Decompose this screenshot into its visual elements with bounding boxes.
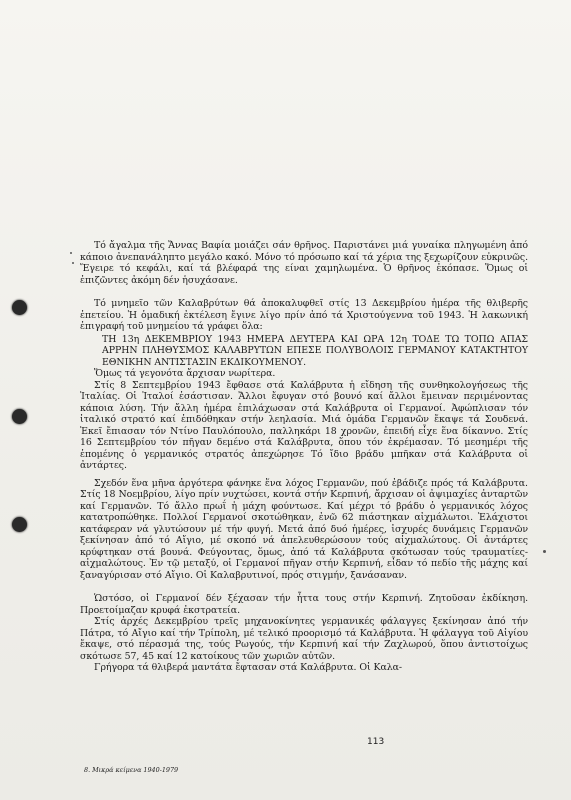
paragraph-revenge: Ὡστόσο, οἱ Γερμανοί δέν ξέχασαν τήν ἧττα τους στήν Κερπινή. Ζητοῦσαν ἐκδίκηση. Προετοίμαζαν κρυφά ἐκστρατεία. (80, 593, 528, 616)
paragraph-december: Στίς ἀρχές Δεκεμβρίου τρεῖς μηχανοκίνητες γερμανικές φάλαγγες ξεκίνησαν ἀπό τήν Πάτρα, τό Αἴγιο καί τήν Τρίπολη, μέ τελικό προορισμό τά Καλάβρυτα. Ἡ φάλαγγα τοῦ Αἰγίου ἔκαψε, στό πέρασμά της, τούς Ρωγούς, τήν Κερπινή καί τήν Ζαχλωρού, ὅπου ἀντιστοίχως σκότωσε 57, 45 καί 12 κατοίκους τῶν χωριῶν αὐτῶν. (80, 616, 528, 662)
punch-hole (12, 409, 27, 424)
memorial-inscription: ΤΗ 13η ΔΕΚΕΜΒΡΙΟΥ 1943 ΗΜΕΡΑ ΔΕΥΤΕΡΑ ΚΑΙ ΩΡΑ 12η ΤΟΔΕ ΤΩ ΤΟΠΩ ΑΠΑΣ ΑΡΡΗΝ ΠΛΗΘΥΣΜΟΣ ΚΑΛΑΒΡΥΤΩΝ ΕΠΕΣΕ ΠΟΛΥΒΟΛΟΙΣ ΓΕΡΜΑΝΟΥ ΚΑΤΑΚΤΗΤΟΥ ΕΘΝΙΚΗΝ ΑΝΤΙΣΤΑΣΙΝ ΕΚΔΙΚΟΥΜΕΝΟΥ. (102, 333, 528, 368)
paragraph-news: Γρήγορα τά θλιβερά μαντάτα ἔφτασαν στά Καλάβρυτα. Οἱ Καλα- (94, 662, 403, 673)
footer-source: 8. Μικρά κείμενα 1940-1979 (84, 766, 179, 774)
paragraph-november: Σχεδόν ἕνα μῆνα ἀργότερα φάνηκε ἕνα λόχος Γερμανῶν, πού ἐβάδιζε πρός τά Καλάβρυτα. Στίς 18 Νοεμβρίου, λίγο πρίν νυχτώσει, κοντά στήν Κερπινή, ἄρχισαν οἱ ἀψιμαχίες ἀνταρτῶν καί Γερμανῶν. Τό ἄλλο πρωΐ ἡ μάχη φούντωσε. Καί μέχρι τό βράδυ ὁ γερμανικός λόχος κατατροπώθηκε. Πολλοί Γερμανοί σκοτώθηκαν, ἐνῶ 62 πιάστηκαν αἰχμάλωτοι. Ἐλάχιστοι κατάφεραν νά γλυτώσουν μέ τήν φυγή. Μετά ἀπό δυό ἡμέρες, ἰσχυρές δυνάμεις Γερμανῶν ξεκίνησαν ἀπό τό Αἴγιο, μέ σκοπό νά ἀπελευθερώσουν τούς αἰχμαλώτους. Οἱ ἀντάρτες κρύφτηκαν στά βουνά. Φεύγοντας, ὅμως, ἀπό τά Καλάβρυτα σκότωσαν τούς τραυματίες-αἰχμαλώτους. Ἐν τῷ μεταξύ, οἱ Γερμανοί πῆγαν στήν Κερπινή, εἶδαν τό πεδίο τῆς μάχης καί ξαναγύρισαν στό Αἴγιο. Οἱ Καλαβρυτινοί, πρός στιγμήν, ξανάσαναν. (80, 477, 528, 581)
punch-hole (12, 517, 27, 532)
dust-speck (72, 262, 74, 264)
punch-hole (12, 300, 27, 315)
dust-speck (70, 252, 72, 254)
paragraph-statue: Τό ἄγαλμα τῆς Ἄννας Βαφία μοιάζει σάν θρῆνος. Παριστάνει μιά γυναίκα πληγωμένη ἀπό κάποιο ἀνεπανάληπτο μεγάλο κακό. Μόνο τό πρόσωπο καί τά χέρια της ξεχωρίζουν εὐκρινῶς. Ἔγειρε τό κεφάλι, καί τά βλέφαρά της είναι χαμηλωμένα. Ὁ θρῆνος ἐκόπασε. Ὅμως οἱ ἐπιζῶντες ἀκόμη δέν ἡσυχάσανε. (80, 240, 528, 286)
dust-speck (543, 550, 546, 553)
paragraph-events-start: Ὅμως τά γεγονότα ἄρχισαν νωρίτερα. (94, 368, 276, 379)
paragraph-memorial: Τό μνημεῖο τῶν Καλαβρύτων θά ἀποκαλυφθεῖ στίς 13 Δεκεμβρίου ἡμέρα τῆς θλιβερῆς ἐπετείου. Ἡ ὁμαδική ἐκτέλεση ἔγινε λίγο πρίν ἀπό τά Χριστούγεννα τοῦ 1943. Ἡ λακωνική ἐπιγραφή τοῦ μνημείου τά γράφει ὅλα: (80, 298, 528, 332)
page-number: 113 (367, 737, 385, 747)
paragraph-september: Στίς 8 Σεπτεμβρίου 1943 ἔφθασε στά Καλάβρυτα ἡ εἴδηση τῆς συνθηκολογήσεως τῆς Ἰταλίας. Οἱ Ἰταλοί ἐσάστισαν. Ἄλλοι ἔφυγαν στό βουνό καί ἄλλοι ἔμειναν περιμένοντας κάποια λύση. Τήν ἄλλη ἡμέρα ἐπιλάχωσαν στά Καλάβρυτα οἱ Γερμανοί. Ἀφώπλισαν τόν ἰταλικό στρατό καί ἐπιδόθηκαν στήν λεηλασία. Μιά ὁμάδα Γερμανῶν ἔκαψε τά Σουδενά. Ἐκεῖ ἔπιασαν τόν Ντίνο Παυλόπουλο, παλληκάρι 18 χρονῶν, ἐπειδή εἶχε ἕνα δίκαννο. Στίς 16 Σεπτεμβρίου τόν πῆγαν δεμένο στά Καλάβρυτα, ὅπου τόν ἐκρέμασαν. Τό μεσημέρι τῆς ἐπομένης ὁ γερμανικός στρατός ἀπεχώρησε Τό ἴδιο βράδυ μπῆκαν στά Καλάβρυτα οἱ ἀντάρτες. (80, 379, 528, 471)
body-text (80, 240, 528, 674)
